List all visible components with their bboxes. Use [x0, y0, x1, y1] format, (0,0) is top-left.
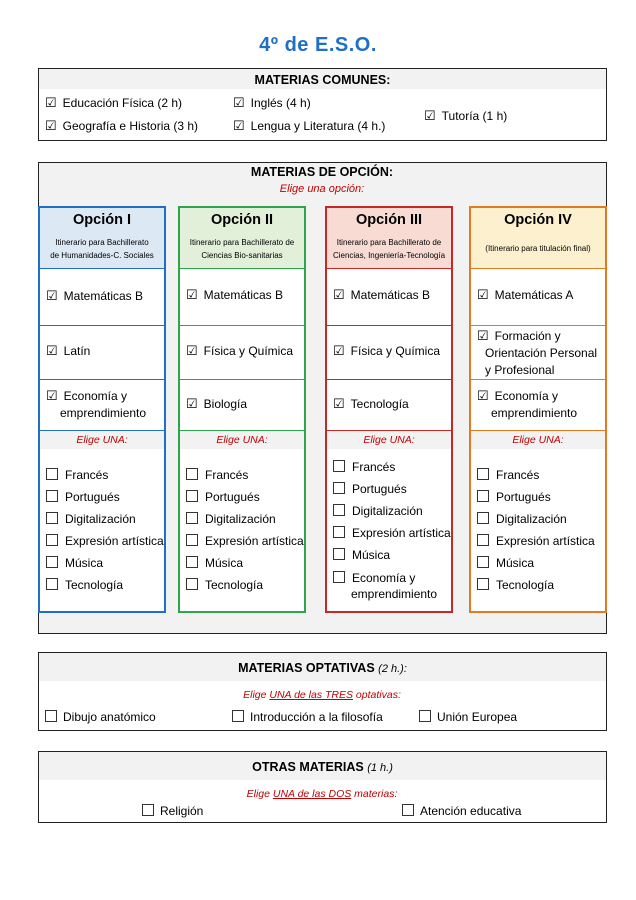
checkbox-icon	[46, 578, 58, 590]
subject-matematicas-a[interactable]: ☑ Matemáticas A	[477, 287, 574, 302]
checked-box-icon: ☑	[477, 388, 489, 403]
elective-portugues[interactable]: Portugués	[333, 482, 407, 496]
option-header	[40, 208, 164, 268]
checkbox-icon	[186, 578, 198, 590]
checkbox-icon	[46, 534, 58, 546]
checkbox-icon	[477, 534, 489, 546]
checked-box-icon: ☑	[186, 396, 198, 411]
option-title: Opción IV	[504, 212, 572, 228]
comunes-section	[38, 68, 607, 141]
optativa-dibujo[interactable]: Dibujo anatómico	[45, 710, 156, 724]
subject-formacion-orientacion[interactable]: ☑ Formación y Orientación Personal y Profesional	[477, 328, 598, 377]
checkbox-icon	[45, 710, 57, 722]
checked-box-icon: ☑	[45, 95, 57, 110]
elective-tecnologia[interactable]: Tecnología	[46, 578, 123, 592]
checkbox-icon	[186, 556, 198, 568]
opcion-subheader: Elige una opción:	[279, 183, 365, 195]
elective-frances[interactable]: Francés	[333, 460, 395, 474]
option-subtitle: (Itinerario para titulación final)	[485, 244, 591, 253]
option-card-2	[178, 206, 306, 613]
option-title: Opción II	[210, 212, 274, 228]
checkbox-icon	[46, 490, 58, 502]
optativa-filosofia[interactable]: Introducción a la filosofía	[232, 710, 383, 724]
elective-musica[interactable]: Música	[186, 556, 243, 570]
checkbox-icon	[333, 526, 345, 538]
elective-portugues[interactable]: Portugués	[186, 490, 260, 504]
option-subtitle: Itinerario para Bachillerato de Ciencias, Ingeniería-Tecnología	[332, 238, 446, 260]
checkbox-icon	[333, 548, 345, 560]
elective-musica[interactable]: Música	[333, 548, 390, 562]
checkbox-icon	[419, 710, 431, 722]
optativas-header: MATERIAS OPTATIVAS (2 h.):	[39, 653, 606, 681]
subject-biologia[interactable]: ☑ Biología	[186, 396, 248, 411]
subject-matematicas-b[interactable]: ☑ Matemáticas B	[333, 287, 431, 302]
option-card-3	[325, 206, 453, 613]
checked-box-icon: ☑	[186, 287, 198, 302]
optativa-union-europea[interactable]: Unión Europea	[419, 710, 517, 724]
checkbox-icon	[333, 504, 345, 516]
elige-una-label: Elige UNA:	[327, 431, 451, 449]
option-title: Opción III	[355, 212, 423, 228]
elective-tecnologia[interactable]: Tecnología	[186, 578, 263, 592]
checked-box-icon: ☑	[233, 95, 245, 110]
checked-box-icon: ☑	[46, 388, 58, 403]
checkbox-icon	[477, 512, 489, 524]
checked-box-icon: ☑	[333, 396, 345, 411]
checkbox-icon	[333, 460, 345, 472]
option-header	[471, 208, 605, 268]
checkbox-icon	[142, 804, 154, 816]
elective-expresion-artistica[interactable]: Expresión artística	[333, 526, 451, 540]
otra-religion[interactable]: Religión	[142, 804, 203, 818]
elige-una-label: Elige UNA:	[40, 431, 164, 449]
option-header	[180, 208, 304, 268]
elective-digitalizacion[interactable]: Digitalización	[46, 512, 136, 526]
elective-expresion-artistica[interactable]: Expresión artística	[186, 534, 304, 548]
elective-portugues[interactable]: Portugués	[46, 490, 120, 504]
subject-tecnologia[interactable]: ☑ Tecnología	[333, 396, 409, 411]
subject-fisica-quimica[interactable]: ☑ Física y Química	[186, 343, 294, 358]
checkbox-icon	[477, 578, 489, 590]
subject-economia[interactable]: ☑ Economía y emprendimiento	[477, 388, 578, 420]
elective-frances[interactable]: Francés	[46, 468, 108, 482]
option-card-4	[469, 206, 607, 613]
elective-digitalizacion[interactable]: Digitalización	[477, 512, 567, 526]
subject-economia[interactable]: ☑ Economía y emprendimiento	[46, 388, 147, 420]
checked-box-icon: ☑	[333, 287, 345, 302]
otras-section	[38, 751, 607, 823]
checked-box-icon: ☑	[477, 328, 489, 343]
option-header	[327, 208, 451, 268]
subject-fisica-quimica[interactable]: ☑ Física y Química	[333, 343, 441, 358]
checkbox-geografia[interactable]: ☑ Geografía e Historia (3 h)	[45, 118, 199, 133]
checkbox-lengua[interactable]: ☑ Lengua y Literatura (4 h.)	[233, 118, 386, 133]
checkbox-icon	[402, 804, 414, 816]
elective-digitalizacion[interactable]: Digitalización	[186, 512, 276, 526]
checkbox-ingles[interactable]: ☑ Inglés (4 h)	[233, 95, 311, 110]
checkbox-icon	[186, 468, 198, 480]
checkbox-icon	[232, 710, 244, 722]
checkbox-icon	[477, 490, 489, 502]
checkbox-icon	[46, 512, 58, 524]
optativas-section	[38, 652, 607, 731]
elective-portugues[interactable]: Portugués	[477, 490, 551, 504]
checkbox-icon	[477, 556, 489, 568]
checkbox-icon	[333, 482, 345, 494]
optativas-instruction: Elige UNA de las TRES optativas:	[243, 689, 401, 701]
otras-header: OTRAS MATERIAS (1 h.)	[39, 752, 606, 780]
page-title: 4º de E.S.O.	[259, 34, 377, 56]
checked-box-icon: ☑	[424, 108, 436, 123]
option-subtitle: Itinerario para Bachillerato de Humanidades-C. Sociales	[50, 238, 154, 260]
subject-matematicas-b[interactable]: ☑ Matemáticas B	[186, 287, 284, 302]
checkbox-icon	[333, 571, 345, 583]
elective-musica[interactable]: Música	[46, 556, 103, 570]
checkbox-tutoria[interactable]: ☑ Tutoría (1 h)	[424, 108, 508, 123]
checked-box-icon: ☑	[186, 343, 198, 358]
subject-matematicas-b[interactable]: ☑ Matemáticas B	[46, 288, 144, 303]
elective-expresion-artistica[interactable]: Expresión artística	[477, 534, 595, 548]
elective-musica[interactable]: Música	[477, 556, 534, 570]
option-subtitle: Itinerario para Bachillerato de Ciencias Bio-sanitarias	[189, 238, 295, 260]
otra-atencion-educativa[interactable]: Atención educativa	[402, 804, 521, 818]
elective-expresion-artistica[interactable]: Expresión artística	[46, 534, 164, 548]
option-title: Opción I	[73, 212, 131, 228]
checked-box-icon: ☑	[45, 118, 57, 133]
checkbox-icon	[186, 490, 198, 502]
subject-latin[interactable]: ☑ Latín	[46, 343, 91, 358]
checkbox-icon	[186, 512, 198, 524]
otras-instruction: Elige UNA de las DOS materias:	[246, 788, 398, 800]
option-card-1	[38, 206, 166, 613]
checked-box-icon: ☑	[233, 118, 245, 133]
checked-box-icon: ☑	[333, 343, 345, 358]
elective-economia[interactable]: Economía y emprendimiento	[333, 570, 437, 602]
elige-una-label: Elige UNA:	[471, 431, 605, 449]
checkbox-icon	[46, 556, 58, 568]
elige-una-label: Elige UNA:	[180, 431, 304, 449]
elective-frances[interactable]: Francés	[186, 468, 248, 482]
opcion-header: MATERIAS DE OPCIÓN:	[250, 165, 394, 179]
checked-box-icon: ☑	[46, 288, 58, 303]
comunes-header: MATERIAS COMUNES:	[39, 69, 606, 89]
checkbox-icon	[186, 534, 198, 546]
checkbox-icon	[46, 468, 58, 480]
checkbox-icon	[477, 468, 489, 480]
elective-digitalizacion[interactable]: Digitalización	[333, 504, 423, 518]
checked-box-icon: ☑	[477, 287, 489, 302]
checkbox-educacion-fisica[interactable]: ☑ Educación Física (2 h)	[45, 95, 183, 110]
elective-tecnologia[interactable]: Tecnología	[477, 578, 554, 592]
checked-box-icon: ☑	[46, 343, 58, 358]
elective-frances[interactable]: Francés	[477, 468, 539, 482]
